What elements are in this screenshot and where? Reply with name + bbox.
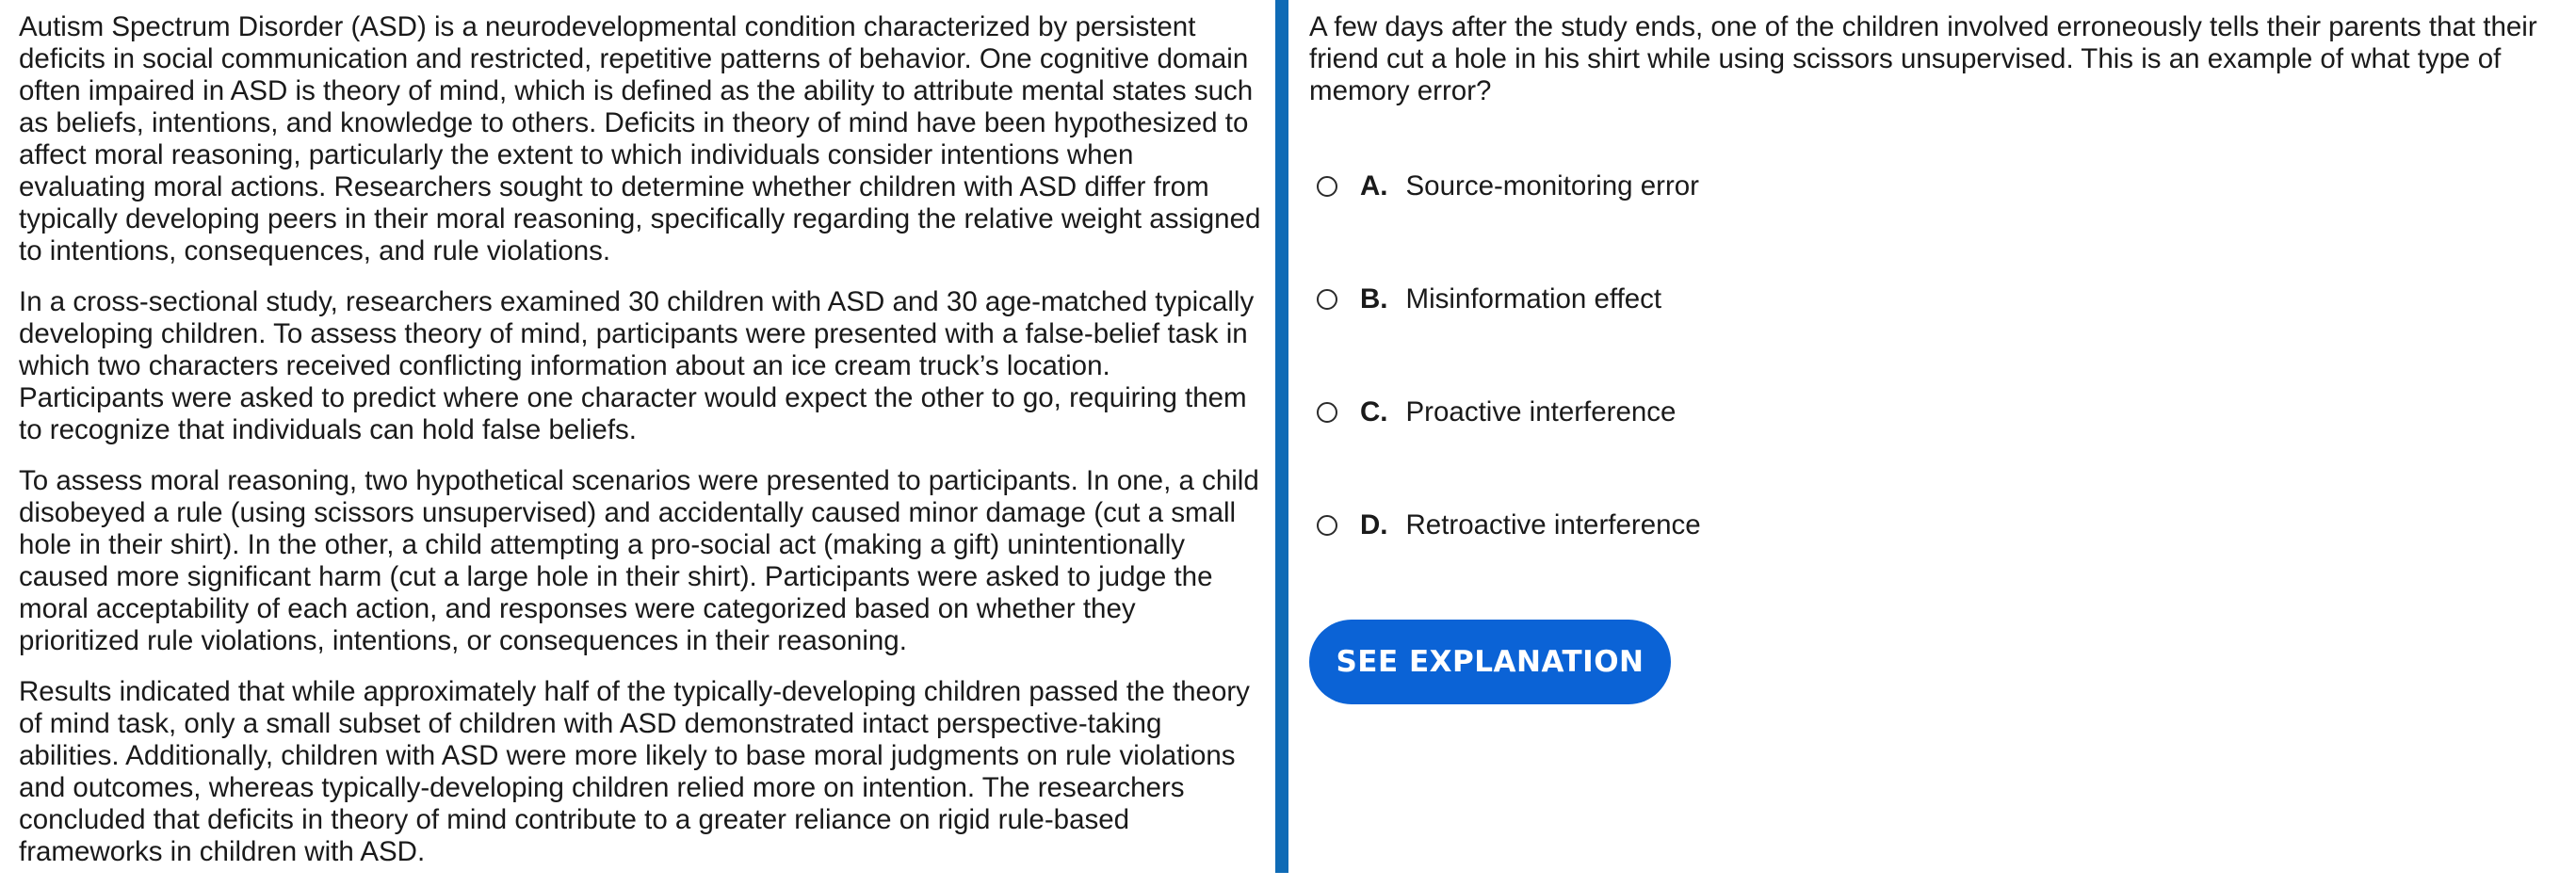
choice-text: Proactive interference xyxy=(1405,396,1677,427)
choice-a[interactable] xyxy=(1317,168,1699,205)
radio-button-icon[interactable] xyxy=(1317,176,1337,197)
choice-letter: D. xyxy=(1360,509,1388,540)
passage-paragraph-1: Autism Spectrum Disorder (ASD) is a neurodevelopmental condition characterized by persistent deficits in social communication and restricted, repetitive patterns of behavior. One cognitive domain often impaired in ASD is theory of mind, which is defined as the ability to attribute mental states such as beliefs, intentions, and knowledge to others. Deficits in theory of mind have been hypothesized to affect moral reasoning, particularly the extent to which individuals consider intentions when evaluating moral actions. Researchers sought to determine whether children with ASD differ from typically developing peers in their moral reasoning, specifically regarding the relative weight assigned to intentions, consequences, and rule violations. xyxy=(19,11,1261,266)
radio-button-icon[interactable] xyxy=(1317,402,1337,423)
choice-letter: B. xyxy=(1360,283,1388,314)
choice-letter: C. xyxy=(1360,396,1388,427)
choice-text: Source-monitoring error xyxy=(1405,170,1700,202)
radio-button-icon[interactable] xyxy=(1317,289,1337,310)
radio-button-icon[interactable] xyxy=(1317,515,1337,536)
choice-letter: A. xyxy=(1360,170,1388,202)
choice-d[interactable] xyxy=(1317,507,1701,544)
choice-text: Misinformation effect xyxy=(1405,283,1662,314)
see-explanation-button[interactable]: SEE EXPLANATION xyxy=(1309,620,1671,704)
passage-paragraph-3: To assess moral reasoning, two hypothetical scenarios were presented to participants. In one, a child disobeyed a rule (using scissors unsupervised) and accidentally caused minor damage (cut a small hole in their shirt). In the other, a child attempting a pro-social act (making a gift) unintentionally caused more significant harm (cut a large hole in their shirt). Participants were asked to judge the moral acceptability of each action, and responses were categorized based on whether they prioritized rule violations, intentions, or consequences in their reasoning. xyxy=(19,465,1259,656)
question-stem: A few days after the study ends, one of the children involved erroneously tells their parents that their friend cut a hole in his shirt while using scissors unsupervised. This is an example of what type of memory error? xyxy=(1309,11,2537,106)
choice-c[interactable] xyxy=(1317,394,1676,431)
choice-text: Retroactive interference xyxy=(1405,509,1701,540)
panel-divider[interactable] xyxy=(1275,0,1288,873)
choice-b[interactable] xyxy=(1317,281,1661,318)
passage xyxy=(19,11,1262,887)
passage-paragraph-2: In a cross-sectional study, researchers examined 30 children with ASD and 30 age-matched typically developing children. To assess theory of mind, participants were presented with a false-belief task in which two characters received conflicting information about an ice cream truck’s location. Participants were asked to predict where one character would expect the other to go, requiring them to recognize that individuals can hold false beliefs. xyxy=(19,286,1255,445)
question-panel xyxy=(1309,11,2562,679)
passage-paragraph-4: Results indicated that while approximately half of the typically-developing children passed the theory of mind task, only a small subset of children with ASD demonstrated intact perspective-taking abilities. Additionally, children with ASD were more likely to base moral judgments on rule violations and outcomes, whereas typically-developing children relied more on intention. The researchers concluded that deficits in theory of mind contribute to a greater reliance on rigid rule-based frameworks in children with ASD. xyxy=(19,676,1250,867)
